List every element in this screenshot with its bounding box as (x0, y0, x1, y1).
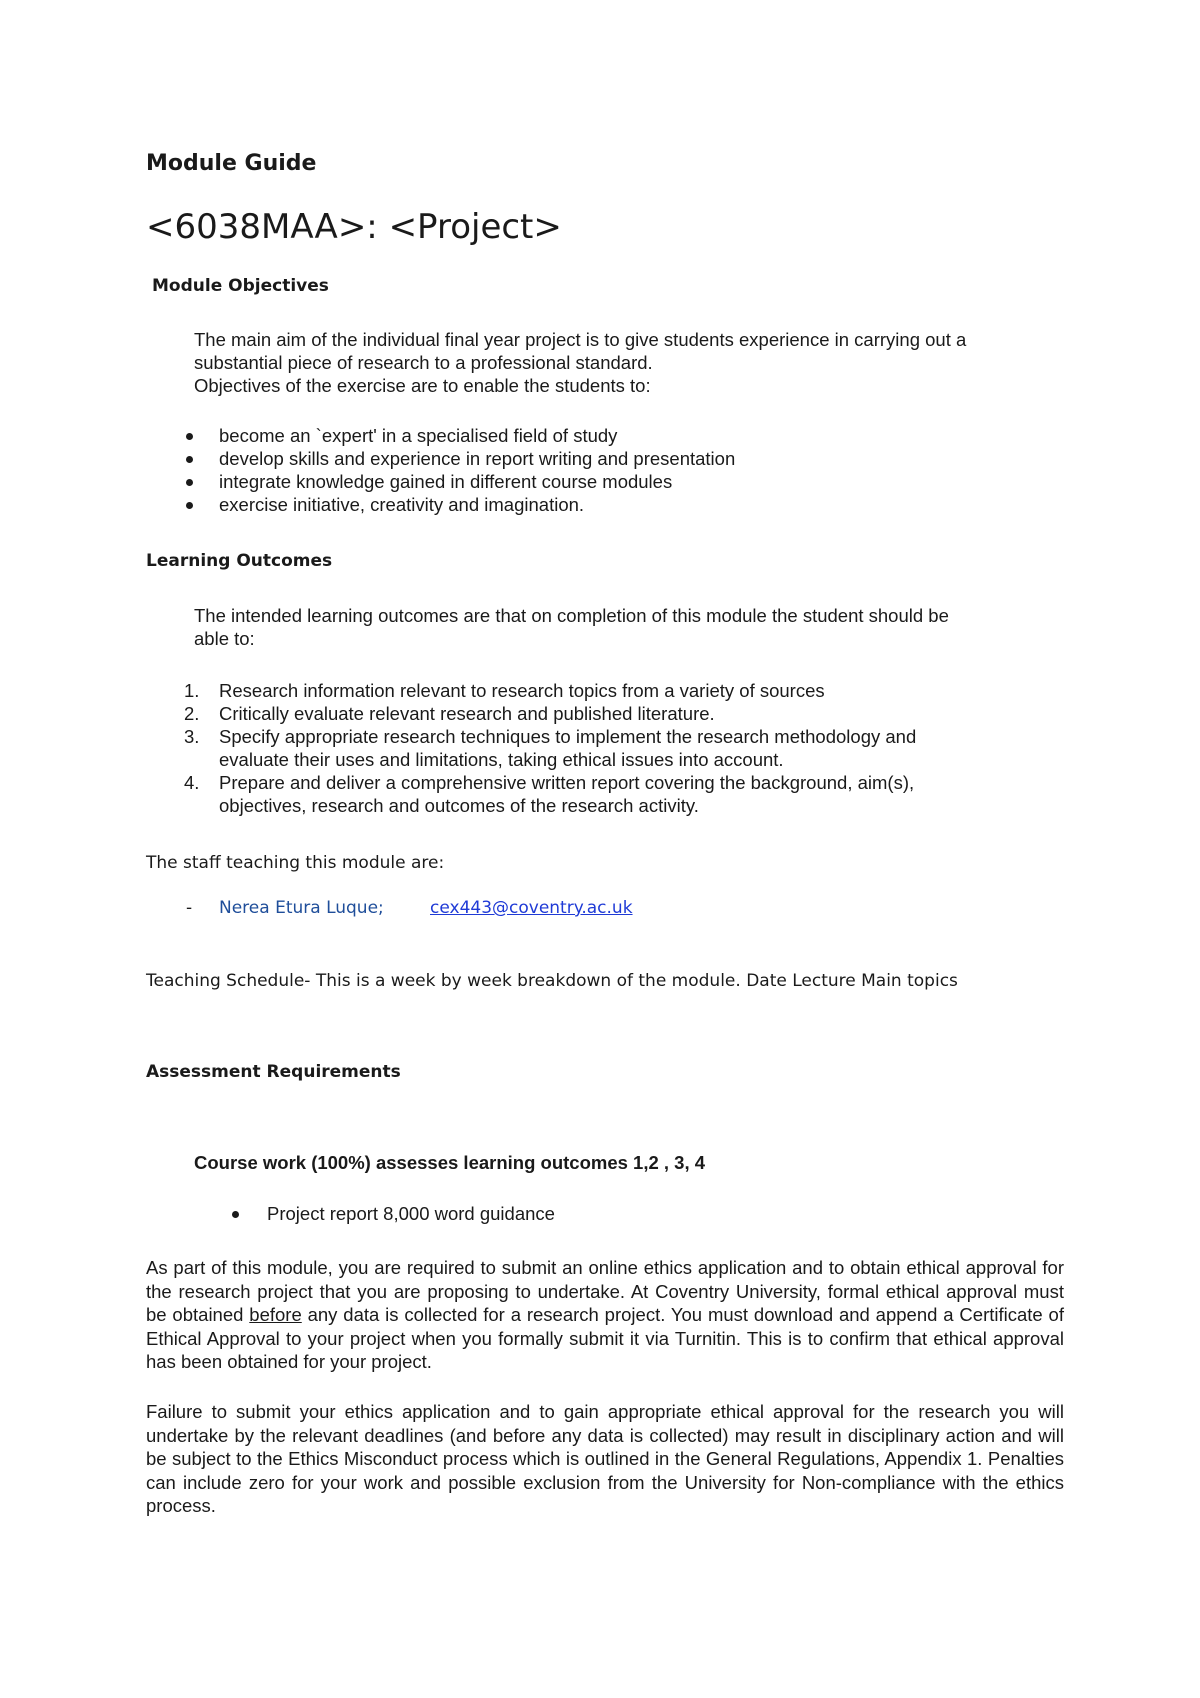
staff-name: Nerea Etura Luque; (219, 898, 384, 918)
bullet-icon (232, 1211, 239, 1218)
teaching-schedule-text: Teaching Schedule- This is a week by week breakdown of the module. Date Lecture Main topics (146, 971, 958, 991)
ethics-text-part-1: As part of this module, you are required to submit an online ethics application and to obtain ethical approval for the research project that you are proposing to undertake. At Coventry University, formal ethical approval must be obtained (146, 1257, 1064, 1325)
objective-item: become an `expert' in a specialised field of study (219, 425, 618, 446)
outcomes-intro-line-1: The intended learning outcomes are that on completion of this module the student should be (194, 605, 949, 626)
outcome-item: Specify appropriate research techniques to implement the research methodology and (219, 726, 917, 747)
outcome-number: 4. (184, 772, 200, 793)
objectives-intro-line-1: The main aim of the individual final year project is to give students experience in carrying out a (194, 329, 967, 350)
assessment-heading: Assessment Requirements (146, 1062, 401, 1082)
outcomes-intro-line-2: able to: (194, 628, 255, 649)
objectives-intro-line-2: substantial piece of research to a professional standard. (194, 352, 653, 373)
bullet-icon (186, 479, 193, 486)
bullet-icon (186, 502, 193, 509)
outcome-item: Prepare and deliver a comprehensive written report covering the background, aim(s), (219, 772, 915, 793)
outcome-number: 2. (184, 703, 200, 724)
guide-title: Module Guide (146, 151, 317, 176)
bullet-icon (186, 433, 193, 440)
ethics-text-part-2: any data is collected for a research project. You must download and append a Certificate of Ethical Approval to your project when you formally submit it via Turnitin. This is to confirm that ethical approval has been obtained for your project. (146, 1304, 1064, 1372)
ethics-paragraph-2: Failure to submit your ethics application and to gain appropriate ethical approval for the research you will undertake by the relevant deadlines (and before any data is collected) may result in disciplinary action and will be subject to the Ethics Misconduct process which is outlined in the General Regulations, Appendix 1. Penalties can include zero for your work and possible exclusion from the University for Non-compliance with the ethics process. (146, 1401, 1064, 1516)
module-heading: <6038MAA>: <Project> (146, 207, 562, 247)
outcome-number: 3. (184, 726, 200, 747)
staff-dash: - (186, 898, 193, 918)
ethics-paragraph-1 (146, 1256, 1064, 1374)
objectives-intro-line-3: Objectives of the exercise are to enable the students to: (194, 375, 651, 396)
objective-item: exercise initiative, creativity and imagination. (219, 494, 585, 515)
coursework-heading: Course work (100%) assesses learning outcomes 1,2 , 3, 4 (194, 1152, 706, 1173)
outcome-item: Critically evaluate relevant research and published literature. (219, 703, 715, 724)
assessment-bullet: Project report 8,000 word guidance (267, 1203, 555, 1224)
objectives-heading: Module Objectives (152, 276, 329, 296)
objective-item: develop skills and experience in report writing and presentation (219, 448, 736, 469)
outcome-item-continued: objectives, research and outcomes of the research activity. (219, 795, 699, 816)
outcome-item: Research information relevant to research topics from a variety of sources (219, 680, 825, 701)
bullet-icon (186, 456, 193, 463)
outcomes-heading: Learning Outcomes (146, 551, 333, 571)
staff-email-link[interactable]: cex443@coventry.ac.uk (430, 898, 633, 918)
objective-item: integrate knowledge gained in different course modules (219, 471, 673, 492)
ethics-underlined-word: before (249, 1304, 302, 1325)
outcome-number: 1. (184, 680, 200, 701)
staff-heading: The staff teaching this module are: (146, 853, 445, 873)
outcome-item-continued: evaluate their uses and limitations, taking ethical issues into account. (219, 749, 784, 770)
